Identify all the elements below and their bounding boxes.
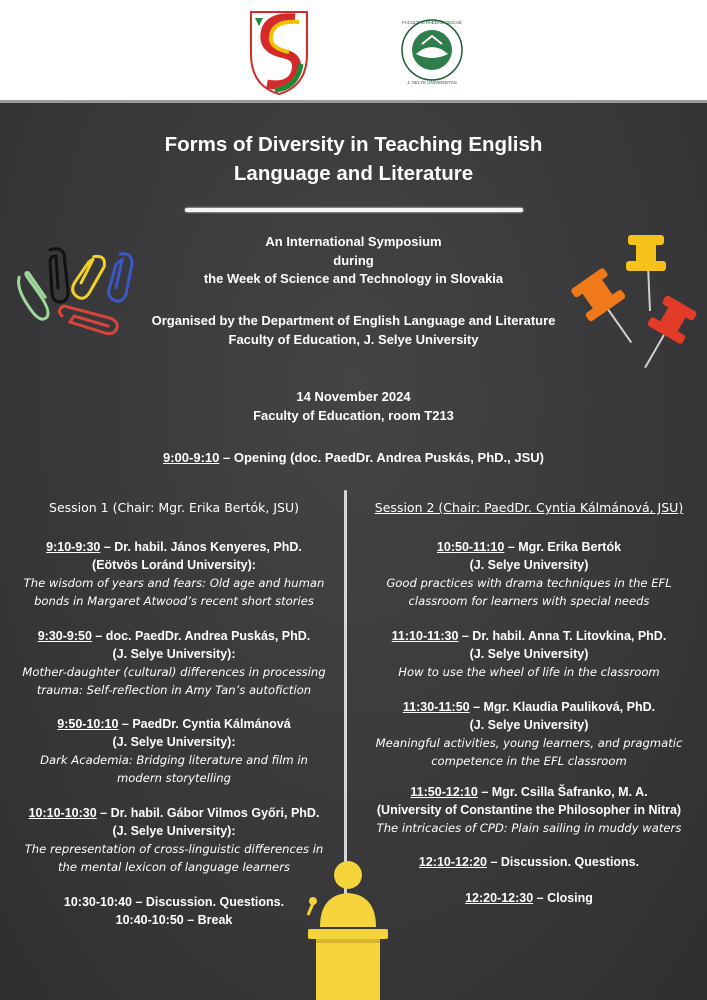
session-1 — [6, 0, 342, 1000]
organiser-line-1: Organised by the Department of English Language and Literature — [151, 313, 556, 328]
organiser-line-2: Faculty of Education, J. Selye University — [228, 331, 479, 347]
column-divider — [344, 490, 347, 910]
talk-speaker: – Mgr. Klaudia Pauliková, PhD. — [469, 700, 656, 714]
session-1-chair — [6, 499, 342, 517]
closing-time: 12:20-12:30 — [465, 891, 534, 905]
talk-title-1: Dark Academia: Bridging literature and film in — [40, 753, 308, 767]
talk-speaker: – Dr. habil. Gábor Vilmos Győri, PhD. — [96, 806, 320, 820]
talk-affiliation: (J. Selye University) — [469, 647, 589, 661]
list-item — [357, 783, 701, 837]
talk-time: 9:30-9:50 — [37, 629, 92, 643]
list-item — [357, 698, 701, 770]
talk-affiliation: (J. Selye University) — [469, 558, 589, 572]
symposium-line-3: the Week of Science and Technology in Slovakia — [203, 271, 504, 286]
opening-text: – Opening (doc. PaedDr. Andrea Puskás, PhD., JSU) — [219, 450, 544, 465]
logo2-text-bottom: J. SELYE UNIVERSITAS — [407, 80, 457, 85]
talk-title-2: modern storytelling — [116, 771, 232, 785]
session-2-chair — [357, 499, 701, 517]
talk-affiliation: (Eötvös Loránd University): — [92, 558, 256, 572]
talk-speaker: – Mgr. Csilla Šafranko, M. A. — [477, 785, 648, 799]
date-line-1: 14 November 2024 — [296, 389, 411, 404]
list-item — [6, 627, 342, 699]
talk-title-1: The wisdom of years and fears: Old age and human — [23, 576, 325, 590]
list-item — [357, 538, 701, 610]
symposium-line-2: during — [333, 252, 374, 268]
logo2-text-top: FACULTAS PAEDAGOGICAE — [402, 20, 462, 25]
session-2-chair-text: Session 2 (Chair: PaedDr. Cyntia Kálmánová, JSU) — [374, 500, 684, 515]
talk-speaker: – Dr. habil. Anna T. Litovkina, PhD. — [458, 629, 667, 643]
talk-time: 10:10-10:30 — [28, 806, 97, 820]
talk-speaker: – PaedDr. Cyntia Kálmánová — [118, 717, 291, 731]
talk-affiliation: (J. Selye University) — [469, 718, 589, 732]
talk-time: 11:10-11:30 — [391, 629, 459, 643]
speaker-podium-icon — [286, 855, 410, 1000]
date-line-2: Faculty of Education, room T213 — [253, 407, 454, 423]
talk-title-1: Good practices with drama techniques in the EFL — [386, 576, 672, 590]
talk-title-1: Mother-daughter (cultural) differences in processing — [22, 665, 326, 679]
list-item — [6, 538, 342, 610]
talk-title-2: competence in the EFL classroom — [431, 754, 627, 768]
talk-speaker: – Dr. habil. János Kenyeres, PhD. — [100, 540, 302, 554]
closing-text: – Closing — [533, 891, 593, 905]
talk-title-1: Meaningful activities, young learners, and pragmatic — [375, 736, 683, 750]
talk-time: 9:50-10:10 — [57, 717, 119, 731]
talk-affiliation: (J. Selye University): — [112, 735, 236, 749]
session-1-chair-text: Session 1 (Chair: Mgr. Erika Bertók, JSU) — [49, 500, 299, 515]
talk-time: 11:50-12:10 — [410, 785, 478, 799]
talk-time: 11:30-11:50 — [402, 700, 470, 714]
talk-title-2: the mental lexicon of language learners — [57, 860, 291, 874]
talk-speaker: – doc. PaedDr. Andrea Puskás, PhD. — [91, 629, 311, 643]
talk-affiliation: (University of Constantine the Philosopher in Nitra) — [376, 803, 682, 817]
title-line-1: Forms of Diversity in Teaching English — [164, 133, 543, 156]
talk-time: 9:10-9:30 — [46, 540, 101, 554]
talk-title-2: trauma: Self-reflection in Amy Tan’s autofiction — [36, 683, 312, 697]
opening-time: 9:00-9:10 — [163, 450, 220, 465]
talk-time: 10:50-11:10 — [436, 540, 505, 554]
discussion-text: – Discussion. Questions. — [486, 855, 640, 869]
session-1-discussion: 10:30-10:40 – Discussion. Questions. — [63, 895, 285, 909]
session-1-break: 10:40-10:50 – Break — [115, 913, 233, 927]
talk-title-2: bonds in Margaret Atwood’s recent short stories — [34, 594, 314, 608]
title-line-2: Language and Literature — [233, 162, 474, 185]
list-item — [6, 715, 342, 787]
session-2 — [357, 0, 701, 1000]
list-item — [357, 627, 701, 681]
talk-title-1: The representation of cross-linguistic differences in — [24, 842, 324, 856]
talk-title-1: How to use the wheel of life in the classroom — [398, 665, 660, 679]
talk-speaker: – Mgr. Erika Bertók — [504, 540, 622, 554]
talk-title-1: The intricacies of CPD: Plain sailing in muddy waters — [376, 821, 682, 835]
talk-title-2: classroom for learners with special needs — [408, 594, 650, 608]
symposium-line-1: An International Symposium — [265, 234, 442, 249]
talk-affiliation: (J. Selye University): — [112, 824, 236, 838]
talk-affiliation: (J. Selye University): — [112, 647, 236, 661]
discussion-time: 12:10-12:20 — [418, 855, 487, 869]
